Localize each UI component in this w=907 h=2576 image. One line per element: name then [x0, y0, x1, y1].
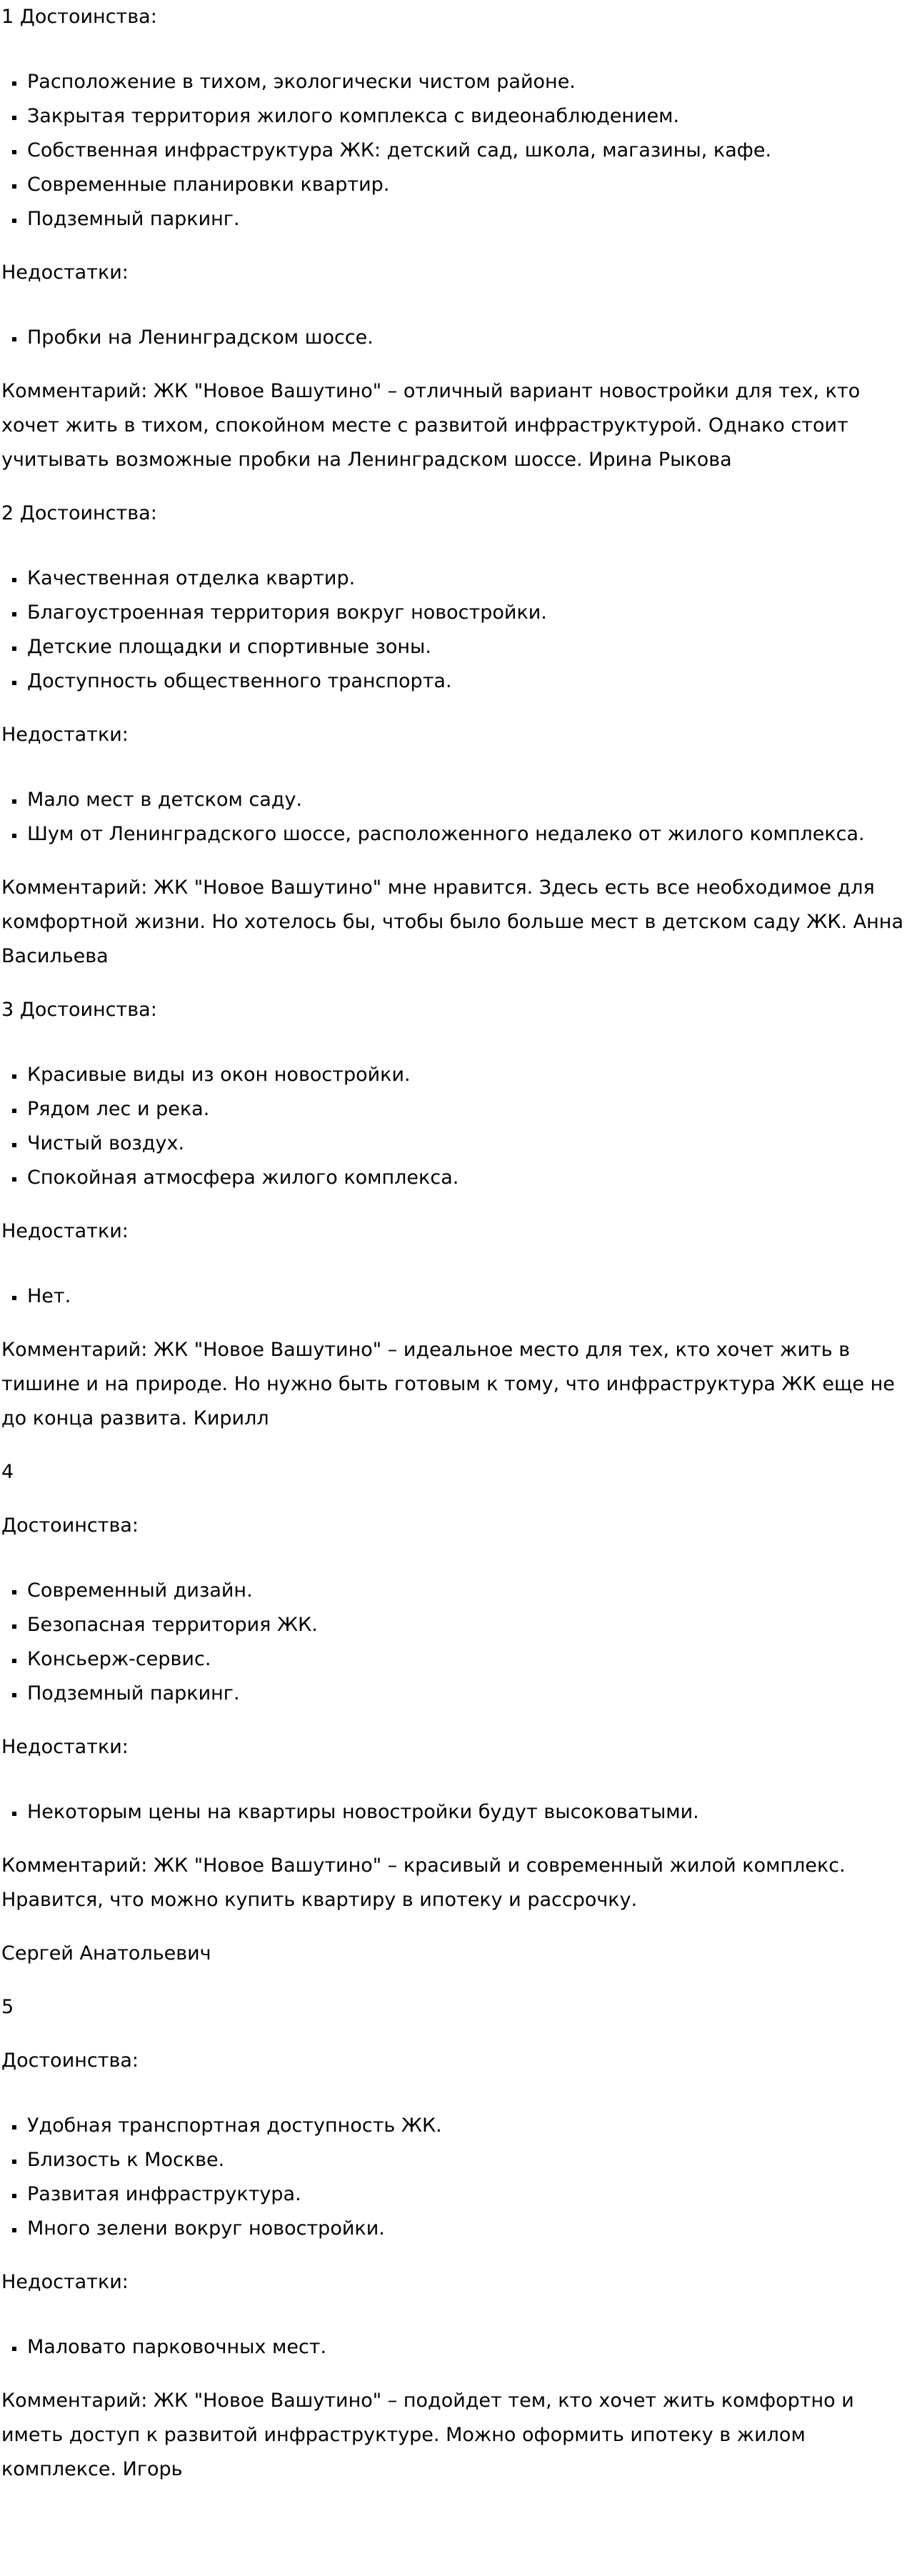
- list-item: ▪ Расположение в тихом, экологически чистом районе.: [26, 65, 906, 99]
- list-item: ▪ Шум от Ленинградского шоссе, расположенного недалеко от жилого комплекса.: [26, 817, 906, 852]
- cons-list: [1, 2330, 906, 2365]
- review-comment: Комментарий: ЖК "Новое Вашутино" – отличный вариант новостройки для тех, кто хочет жить в тихом, спокойном месте с развитой инфраструктурой. Однако стоит учитывать возможные пробки на Ленинградском шоссе. Ирина Рыкова: [1, 380, 861, 471]
- pros-list: [1, 1574, 906, 1711]
- list-item: ▪ Чистый воздух.: [26, 1127, 906, 1161]
- list-item: ▪ Подземный паркинг.: [26, 1677, 906, 1711]
- cons-label: Недостатки:: [1, 1736, 129, 1758]
- list-item: ▪ Много зелени вокруг новостройки.: [26, 2212, 906, 2246]
- list-item: ▪ Доступность общественного транспорта.: [26, 664, 906, 699]
- list-item: ▪ Благоустроенная территория вокруг новостройки.: [26, 596, 906, 630]
- cons-label: Недостатки:: [1, 724, 129, 746]
- review-1: [1, 0, 906, 477]
- list-item: ▪ Некоторым цены на квартиры новостройки будут высоковатыми.: [26, 1795, 906, 1829]
- cons-list: [1, 783, 906, 852]
- list-item: ▪ Маловато парковочных мест.: [26, 2330, 906, 2365]
- pros-list: [1, 1058, 906, 1195]
- review-5: [1, 1990, 906, 2487]
- review-comment: Комментарий: ЖК "Новое Вашутино" – подойдет тем, кто хочет жить комфортно и иметь доступ к развитой инфраструктуре. Можно оформить ипотеку в жилом комплексе. Игорь: [1, 2390, 854, 2480]
- list-item: ▪ Безопасная территория ЖК.: [26, 1608, 906, 1642]
- cons-list: [1, 1795, 906, 1829]
- cons-label: Недостатки:: [1, 1220, 129, 1242]
- review-comment: Комментарий: ЖК "Новое Вашутино" – красивый и современный жилой комплекс. Нравится, что можно купить квартиру в ипотеку и рассрочку.: [1, 1854, 846, 1911]
- review-4: [1, 1455, 906, 1971]
- pros-label: Достоинства:: [1, 2050, 139, 2072]
- pros-list: [1, 561, 906, 699]
- pros-label: Достоинства:: [1, 1514, 139, 1537]
- list-item: ▪ Консьерж-сервис.: [26, 1642, 906, 1677]
- review-2: [1, 496, 906, 974]
- cons-label: Недостатки:: [1, 261, 129, 284]
- list-item: ▪ Современный дизайн.: [26, 1574, 906, 1608]
- list-item: ▪ Подземный паркинг.: [26, 202, 906, 236]
- list-item: ▪ Детские площадки и спортивные зоны.: [26, 630, 906, 664]
- review-3: [1, 993, 906, 1436]
- cons-label: Недостатки:: [1, 2271, 129, 2293]
- list-item: ▪ Красивые виды из окон новостройки.: [26, 1058, 906, 1092]
- pros-list: [1, 65, 906, 236]
- review-number: 4: [1, 1461, 14, 1483]
- list-item: ▪ Рядом лес и река.: [26, 1092, 906, 1127]
- list-item: ▪ Спокойная атмосфера жилого комплекса.: [26, 1161, 906, 1195]
- list-item: ▪ Качественная отделка квартир.: [26, 561, 906, 596]
- list-item: ▪ Удобная транспортная доступность ЖК.: [26, 2109, 906, 2143]
- cons-list: [1, 321, 906, 355]
- review-heading: 3 Достоинства:: [1, 999, 157, 1021]
- list-item: ▪ Мало мест в детском саду.: [26, 783, 906, 817]
- review-heading: 1 Достоинства:: [1, 6, 157, 28]
- review-number: 5: [1, 1996, 14, 2018]
- cons-list: [1, 1279, 906, 1314]
- review-author: Сергей Анатольевич: [1, 1942, 211, 1965]
- list-item: ▪ Развитая инфраструктура.: [26, 2177, 906, 2212]
- list-item: ▪ Нет.: [26, 1279, 906, 1314]
- pros-list: [1, 2109, 906, 2246]
- list-item: ▪ Близость к Москве.: [26, 2143, 906, 2177]
- review-comment: Комментарий: ЖК "Новое Вашутино" – идеальное место для тех, кто хочет жить в тишине и на природе. Но нужно быть готовым к тому, что инфраструктура ЖК еще не до конца развита. Кирилл: [1, 1339, 895, 1429]
- review-comment: Комментарий: ЖК "Новое Вашутино" мне нравится. Здесь есть все необходимое для комфортной жизни. Но хотелось бы, чтобы было больше мест в детском саду ЖК. Анна Васильева: [1, 877, 903, 967]
- list-item: ▪ Пробки на Ленинградском шоссе.: [26, 321, 906, 355]
- list-item: ▪ Закрытая территория жилого комплекса с видеонаблюдением.: [26, 99, 906, 134]
- review-heading: 2 Достоинства:: [1, 502, 157, 524]
- list-item: ▪ Собственная инфраструктура ЖК: детский сад, школа, магазины, кафе.: [26, 134, 906, 168]
- list-item: ▪ Современные планировки квартир.: [26, 168, 906, 202]
